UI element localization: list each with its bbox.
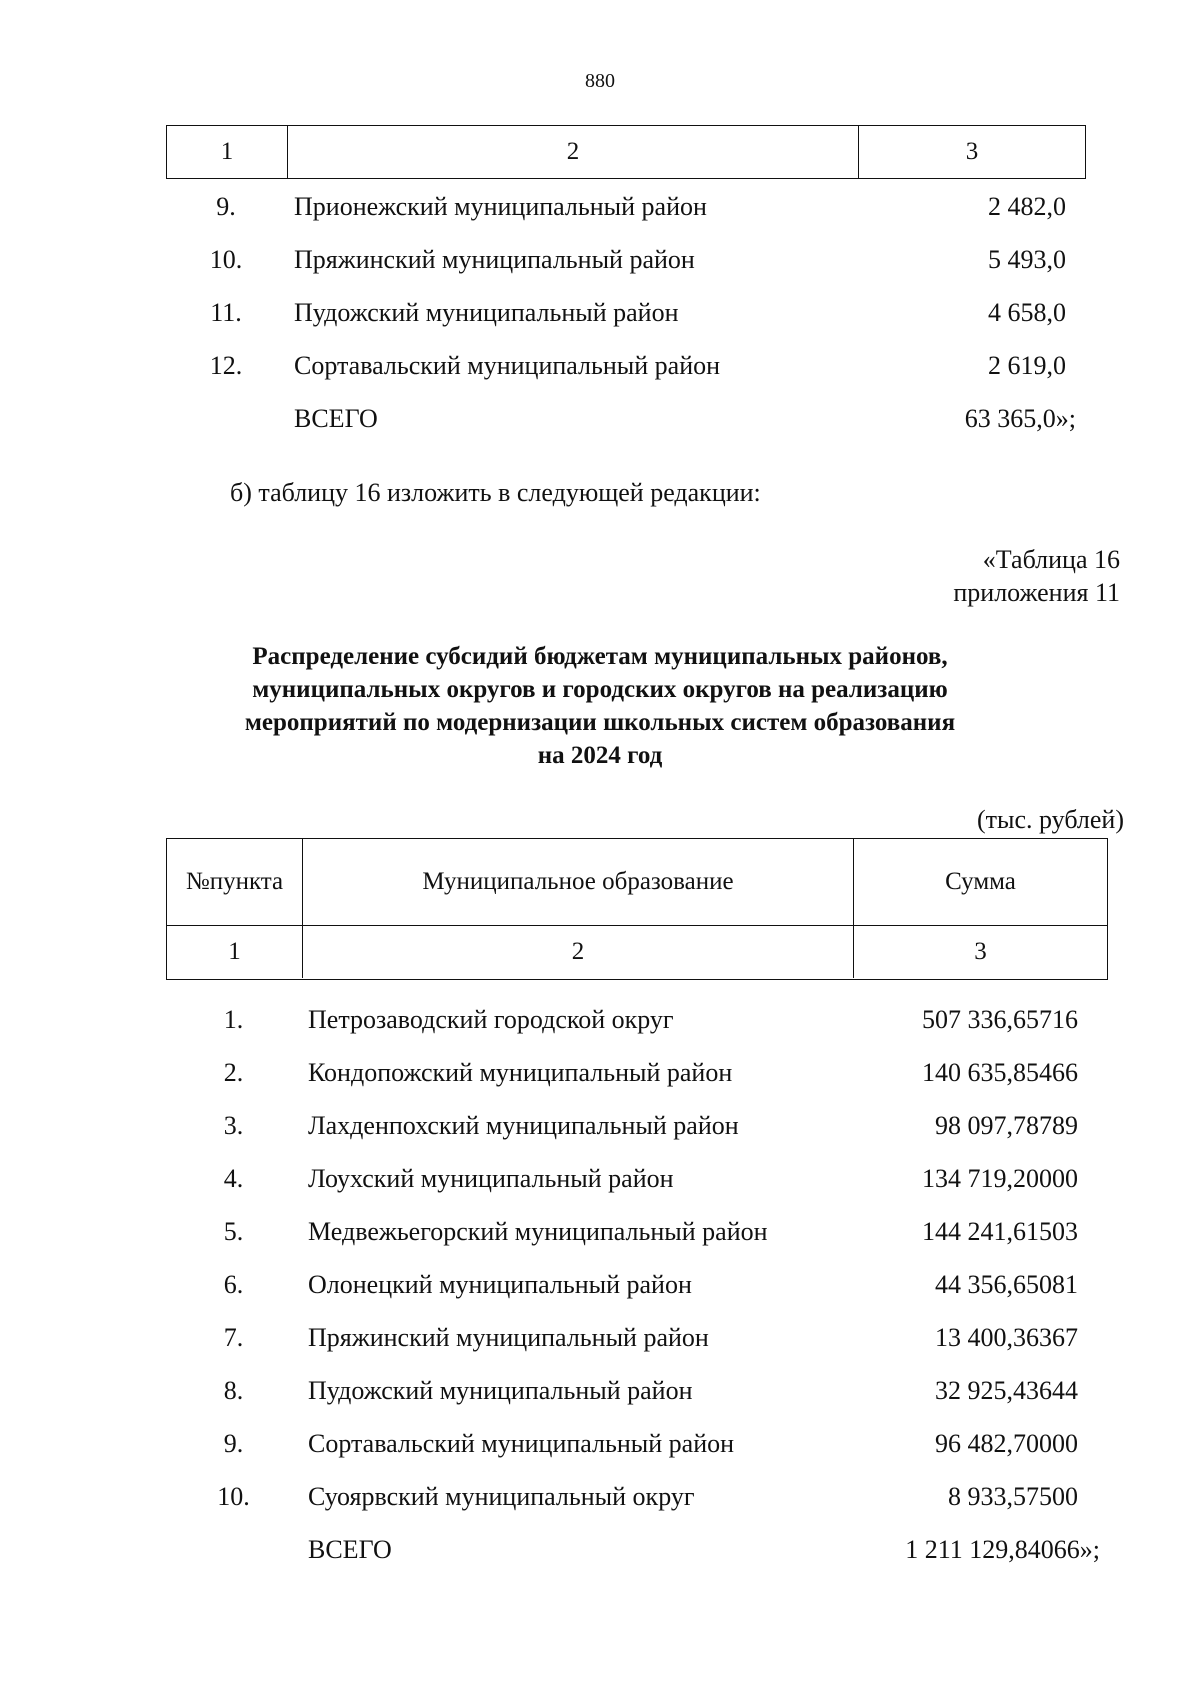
row-sum: 144 241,61503: [922, 1217, 1078, 1246]
row-number: 2.: [223, 1058, 244, 1087]
table2-header: [166, 838, 1108, 980]
row-name: Пудожский муниципальный район: [294, 298, 679, 327]
total-sum: 63 365,0»;: [964, 404, 1076, 433]
total-label: ВСЕГО: [294, 404, 378, 433]
table1-row: [0, 180, 1200, 233]
title-line: мероприятий по модернизации школьных систем образования: [244, 709, 956, 736]
row-number: 9.: [223, 1429, 244, 1458]
table2-row: [0, 1470, 1200, 1523]
row-name: Медвежьегорский муниципальный район: [308, 1217, 768, 1246]
table2-row: [0, 993, 1200, 1046]
title-line: муниципальных округов и городских округов на реализацию: [252, 676, 948, 703]
header-number-sign: №: [185, 868, 210, 895]
header-sum: Сумма: [945, 868, 1016, 895]
table-caption-line1: «Таблица 16: [982, 545, 1120, 574]
row-number: 6.: [223, 1270, 244, 1299]
total-label: ВСЕГО: [308, 1535, 392, 1564]
header-municipality: Муниципальное образование: [303, 839, 854, 925]
row-name: Кондопожский муниципальный район: [308, 1058, 733, 1087]
row-name: Пудожский муниципальный район: [308, 1376, 693, 1405]
row-number: 10.: [209, 245, 243, 274]
row-number: 3.: [223, 1111, 244, 1140]
row-sum: 44 356,65081: [935, 1270, 1078, 1299]
row-sum: 13 400,36367: [935, 1323, 1078, 1352]
table1-row: [0, 286, 1200, 339]
title-line: Распределение субсидий бюджетам муниципальных районов,: [252, 643, 948, 670]
row-sum: 32 925,43644: [935, 1376, 1078, 1405]
row-name: Петрозаводский городской округ: [308, 1005, 674, 1034]
row-sum: 2 619,0: [988, 351, 1066, 380]
row-sum: 4 658,0: [988, 298, 1066, 327]
table1-row: [0, 339, 1200, 392]
table1-row: [0, 233, 1200, 286]
row-name: Сортавальский муниципальный район: [308, 1429, 735, 1458]
row-sum: 98 097,78789: [935, 1111, 1078, 1140]
header-item-number: [167, 839, 303, 925]
numbering-col1: 1: [167, 925, 303, 978]
table2-header-row: [167, 839, 1107, 926]
row-name: Олонецкий муниципальный район: [308, 1270, 692, 1299]
table2-row: [0, 1205, 1200, 1258]
row-sum: 5 493,0: [988, 245, 1066, 274]
row-name: Прионежский муниципальный район: [294, 192, 707, 221]
row-sum: 134 719,20000: [922, 1164, 1078, 1193]
row-sum: 96 482,70000: [935, 1429, 1078, 1458]
table2-row: [0, 1311, 1200, 1364]
row-number: 9.: [216, 192, 236, 221]
table2-row: [0, 1258, 1200, 1311]
table1-total-row: [0, 392, 1200, 445]
row-name: Лахденпохский муниципальный район: [308, 1111, 739, 1140]
row-number: 7.: [223, 1323, 244, 1352]
units-label: (тыс. рублей): [976, 805, 1124, 834]
table1-header: [166, 125, 1086, 179]
table2-row: [0, 1099, 1200, 1152]
row-name: Пряжинский муниципальный район: [308, 1323, 709, 1352]
table-title: [0, 640, 1200, 772]
table-caption-line2: приложения 11: [953, 578, 1120, 607]
row-number: 11.: [210, 298, 242, 327]
table2-total-row: [0, 1523, 1200, 1576]
row-sum: 8 933,57500: [948, 1482, 1078, 1511]
total-sum: 1 211 129,84066»;: [905, 1535, 1100, 1564]
row-number: 1.: [223, 1005, 244, 1034]
amendment-text: б) таблицу 16 изложить в следующей редакции:: [230, 478, 761, 507]
table1-header-col3: 3: [965, 138, 979, 165]
row-name: Сортавальский муниципальный район: [294, 351, 721, 380]
row-number: 5.: [223, 1217, 244, 1246]
row-number: 10.: [217, 1482, 250, 1511]
table2-row: [0, 1046, 1200, 1099]
row-sum: 507 336,65716: [922, 1005, 1078, 1034]
table1-header-col2: 2: [288, 126, 859, 178]
row-number: 4.: [223, 1164, 244, 1193]
table2-row: [0, 1152, 1200, 1205]
table1-header-col1: 1: [167, 126, 288, 178]
row-name: Пряжинский муниципальный район: [294, 245, 695, 274]
title-line: на 2024 год: [537, 742, 663, 769]
row-number: 8.: [223, 1376, 244, 1405]
table2-row: [0, 1364, 1200, 1417]
row-name: Лоухский муниципальный район: [308, 1164, 674, 1193]
row-name: Суоярвский муниципальный округ: [308, 1482, 695, 1511]
row-sum: 2 482,0: [988, 192, 1066, 221]
header-number-word: пункта: [209, 868, 284, 895]
row-sum: 140 635,85466: [922, 1058, 1078, 1087]
numbering-col3: 3: [974, 937, 987, 965]
numbering-col2: 2: [303, 925, 854, 978]
row-number: 12.: [209, 351, 243, 380]
table2-row: [0, 1417, 1200, 1470]
page-number: 880: [585, 70, 615, 92]
table2-numbering-row: [167, 925, 1107, 978]
